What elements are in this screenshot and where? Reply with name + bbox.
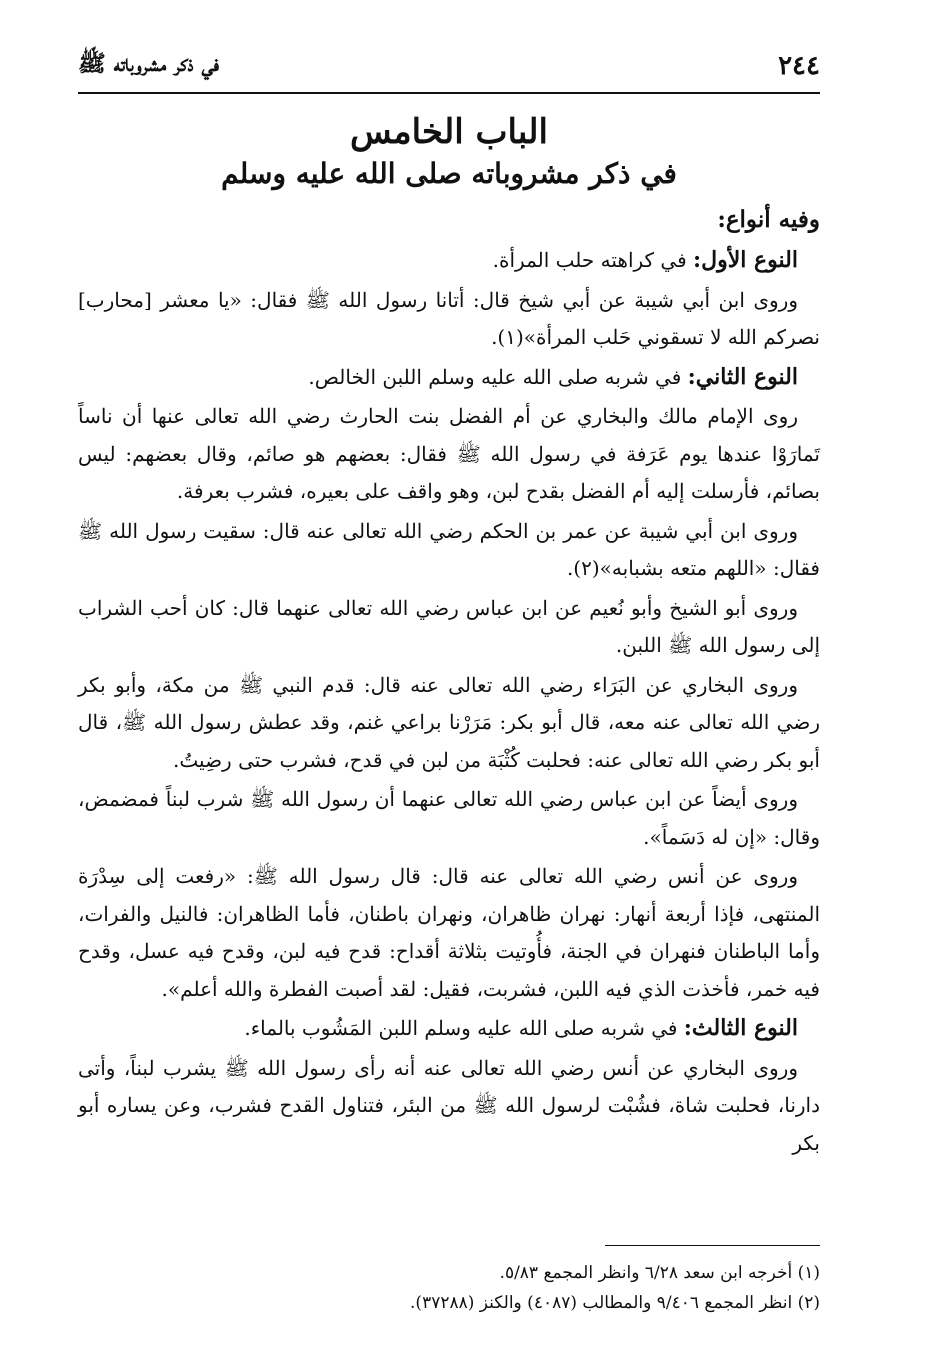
running-header (78, 40, 820, 94)
chapter-heading (78, 110, 820, 194)
chapter-title: الباب الخامس (350, 112, 548, 152)
chapter-subtitle: في ذكر مشروباته صلى الله عليه وسلم (221, 157, 677, 190)
paragraph-5: وروى ابن أبي شيبة عن عمر بن الحكم رضي الله تعالى عنه قال: سقيت رسول الله ﷺ فقال: «اللهم متعه بشبابه»(٢). (78, 518, 820, 580)
section-2-label: النوع الثاني: (687, 363, 798, 390)
running-title: في ذكر مشروباته ﷺ (78, 50, 219, 77)
paragraph-8: وروى أيضاً عن ابن عباس رضي الله تعالى عنهما أن رسول الله ﷺ شرب لبناً فمضمض، وقال: «إن له دَسَماً». (78, 787, 820, 849)
paragraph-2: وروى ابن أبي شيبة عن أبي شيخ قال: أتانا رسول الله ﷺ فقال: «يا معشر [محارب] نصركم الله لا تسقوني حَلب المرأة»(١). (78, 287, 820, 349)
chapter-intro: وفيه أنواع: (717, 206, 820, 233)
section-2-text: في شربه صلى الله عليه وسلم اللبن الخالص. (308, 364, 682, 389)
section-1-paragraph (78, 242, 820, 280)
paragraph-4: روى الإمام مالك والبخاري عن أم الفضل بنت الحارث رضي الله تعالى عنها أن ناساً تَمارَوْا عندها يوم عَرَفة في رسول الله ﷺ فقال: بعضهم هو صائم، وقال بعضهم: ليس بصائم، فأرسلت إليه أم الفضل بقدح لبن، وهو واقف على بعيره، فشرب بعرفة. (78, 404, 820, 503)
footnote-2: (٢) انظر المجمع ٩/٤٠٦ والمطالب (٤٠٨٧) والكنز (٣٧٢٨٨). (410, 1293, 820, 1313)
paragraph-6: وروى أبو الشيخ وأبو نُعيم عن ابن عباس رضي الله تعالى عنهما قال: كان أحب الشراب إلى رسول الله ﷺ اللبن. (78, 595, 820, 657)
section-3-text: في شربه صلى الله عليه وسلم اللبن المَشُوب بالماء. (244, 1016, 678, 1040)
page-number: ٢٤٤ (778, 51, 820, 81)
body-text (78, 242, 820, 1162)
footnote-1: (١) أخرجه ابن سعد ٦/٢٨ وانظر المجمع ٥/٨٣. (499, 1263, 820, 1283)
footnotes (78, 1258, 820, 1318)
section-2-paragraph (78, 359, 820, 397)
book-page (78, 40, 820, 1330)
paragraph-11: وروى البخاري عن أنس رضي الله تعالى عنه أنه رأى رسول الله ﷺ يشرب لبناً، وأتى دارنا، فحلبت شاة، فشُبْت لرسول الله ﷺ من البئر، فتناول القدح فشرب، وعن يساره أبو بكر (78, 1055, 821, 1155)
section-3-paragraph (78, 1010, 820, 1048)
section-3-label: النوع الثالث: (683, 1015, 798, 1041)
section-1-label: النوع الأول: (693, 247, 798, 273)
section-1-text: في كراهته حلب المرأة. (492, 248, 687, 272)
paragraph-7: وروى البخاري عن البَرَاء رضي الله تعالى عنه قال: قدم النبي ﷺ من مكة، وأبو بكر رضي الله تعالى عنه معه، قال أبو بكر: مَرَرْنا براعي غنم، وقد عطش رسول الله ﷺ، قال أبو بكر رضي الله تعالى عنه: فحلبت كُثْبَة من لبن في قدح، فشرب حتى رضِيتُ. (78, 672, 820, 772)
paragraph-9: وروى عن أنس رضي الله تعالى عنه قال: قال رسول الله ﷺ: «رفعت إلى سِدْرَة المنتهى، فإذا أربعة أنهار: نهران ظاهران، ونهران باطنان، فأما الظاهران: فالنيل والفرات، وأما الباطنان فنهران في الجنة، فأُوتيت بثلاثة أقداح: قدح فيه لبن، وقدح فيه عسل، وقدح فيه خمر، فأخذت الذي فيه اللبن، فشربت، فقيل: لقد أصبت الفطرة والله أعلم». (78, 864, 820, 1001)
footnote-separator (605, 1245, 820, 1246)
